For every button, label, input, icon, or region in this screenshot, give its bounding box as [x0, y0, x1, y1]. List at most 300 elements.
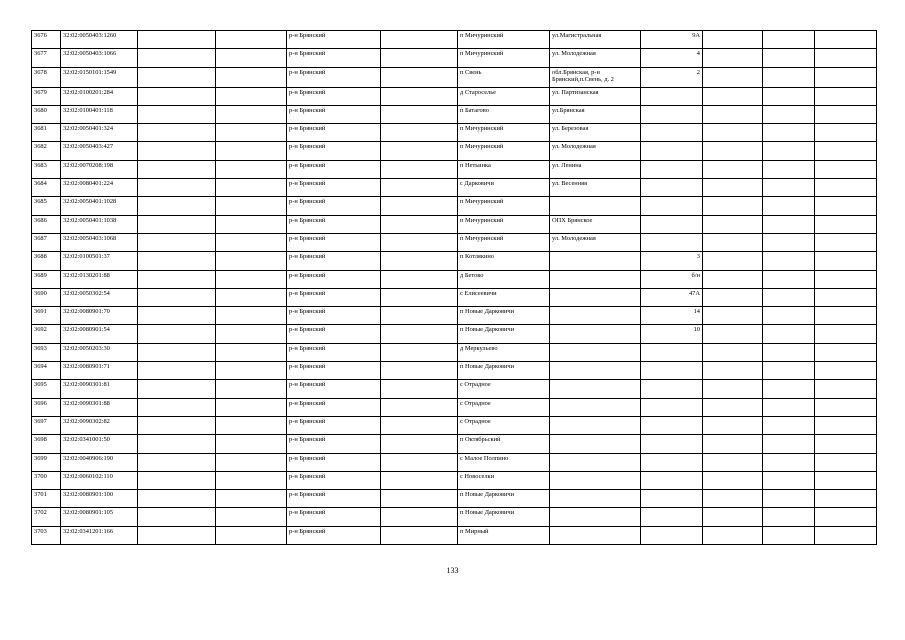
- cell-empty: [763, 124, 815, 142]
- cell-cadastral-number: 32:02:0050302:54: [61, 288, 138, 306]
- cell-empty: [703, 453, 763, 471]
- cell-house: б/н: [641, 270, 703, 288]
- cell-row-number: 3700: [32, 471, 61, 489]
- cell-house: [641, 87, 703, 105]
- cell-empty: [815, 67, 877, 87]
- cell-empty: [216, 307, 287, 325]
- cell-district: р-н Брянский: [287, 215, 381, 233]
- cell-cadastral-number: 32:02:0050403:1260: [61, 31, 138, 49]
- cell-empty: [763, 398, 815, 416]
- cell-empty: [815, 453, 877, 471]
- cell-district: р-н Брянский: [287, 233, 381, 251]
- cell-row-number: 3691: [32, 307, 61, 325]
- cell-empty: [763, 49, 815, 67]
- cell-house: [641, 490, 703, 508]
- cell-empty: [216, 398, 287, 416]
- cell-empty: [763, 526, 815, 544]
- table-row: [32, 307, 877, 325]
- cell-district: р-н Брянский: [287, 124, 381, 142]
- cell-row-number: 3684: [32, 179, 61, 197]
- table-row: [32, 435, 877, 453]
- cell-locality: п Мичуринский: [458, 215, 550, 233]
- cell-empty: [815, 87, 877, 105]
- cell-row-number: 3688: [32, 252, 61, 270]
- cell-district: р-н Брянский: [287, 325, 381, 343]
- table-row: [32, 197, 877, 215]
- cell-row-number: 3676: [32, 31, 61, 49]
- cell-empty: [815, 160, 877, 178]
- cell-empty: [815, 508, 877, 526]
- cell-empty: [138, 526, 216, 544]
- cell-district: р-н Брянский: [287, 343, 381, 361]
- cell-empty: [815, 142, 877, 160]
- cell-empty: [763, 142, 815, 160]
- cell-cadastral-number: 32:02:0080901:105: [61, 508, 138, 526]
- cell-empty: [216, 288, 287, 306]
- cell-cadastral-number: 32:02:0050403:1066: [61, 49, 138, 67]
- table-row: [32, 325, 877, 343]
- cell-empty: [815, 105, 877, 123]
- cell-house: [641, 435, 703, 453]
- cell-empty: [815, 124, 877, 142]
- cell-empty: [815, 288, 877, 306]
- cell-house: [641, 380, 703, 398]
- cell-cadastral-number: 32:02:0080901:70: [61, 307, 138, 325]
- cell-empty: [138, 233, 216, 251]
- cell-row-number: 3685: [32, 197, 61, 215]
- cell-empty: [138, 453, 216, 471]
- cell-empty: [216, 343, 287, 361]
- cell-empty: [763, 67, 815, 87]
- cell-empty: [138, 270, 216, 288]
- cell-empty: [216, 453, 287, 471]
- cell-empty: [815, 490, 877, 508]
- cell-empty: [763, 471, 815, 489]
- table-row: [32, 49, 877, 67]
- cell-empty: [216, 471, 287, 489]
- cell-empty: [763, 453, 815, 471]
- cell-empty: [138, 124, 216, 142]
- cell-cadastral-number: 32:02:0100501:37: [61, 252, 138, 270]
- cell-cadastral-number: 32:02:0050403:1068: [61, 233, 138, 251]
- cell-empty: [216, 508, 287, 526]
- table-row: [32, 526, 877, 544]
- cell-empty: [138, 105, 216, 123]
- cell-locality: п Новые Дарковичи: [458, 490, 550, 508]
- cell-district: р-н Брянский: [287, 416, 381, 434]
- cell-house: [641, 508, 703, 526]
- cell-empty: [763, 343, 815, 361]
- cell-locality: п Батагово: [458, 105, 550, 123]
- cell-empty: [138, 288, 216, 306]
- cell-empty: [216, 179, 287, 197]
- cell-empty: [381, 87, 458, 105]
- cell-district: р-н Брянский: [287, 179, 381, 197]
- cell-locality: п Мичуринский: [458, 124, 550, 142]
- cell-empty: [763, 435, 815, 453]
- cell-empty: [815, 380, 877, 398]
- cell-cadastral-number: 32:02:0050401:1038: [61, 215, 138, 233]
- cell-empty: [138, 325, 216, 343]
- cell-empty: [703, 49, 763, 67]
- cell-empty: [815, 197, 877, 215]
- cell-locality: с Дарковичи: [458, 179, 550, 197]
- table-row: [32, 252, 877, 270]
- cell-locality: д Меркульево: [458, 343, 550, 361]
- cell-empty: [381, 526, 458, 544]
- cell-empty: [216, 252, 287, 270]
- cell-empty: [763, 160, 815, 178]
- cell-locality: п Новые Дарковичи: [458, 325, 550, 343]
- cell-street: [550, 252, 641, 270]
- cell-empty: [216, 526, 287, 544]
- cell-empty: [815, 435, 877, 453]
- cell-empty: [138, 160, 216, 178]
- cell-empty: [381, 362, 458, 380]
- cell-house: [641, 526, 703, 544]
- cell-locality: п Новые Дарковичи: [458, 362, 550, 380]
- cell-empty: [138, 343, 216, 361]
- cell-empty: [381, 233, 458, 251]
- cell-empty: [216, 416, 287, 434]
- cell-empty: [815, 179, 877, 197]
- cell-district: р-н Брянский: [287, 398, 381, 416]
- cell-empty: [703, 435, 763, 453]
- cell-empty: [703, 105, 763, 123]
- cell-street: [550, 325, 641, 343]
- cell-row-number: 3696: [32, 398, 61, 416]
- cell-house: 47А: [641, 288, 703, 306]
- cell-cadastral-number: 32:02:0070208:198: [61, 160, 138, 178]
- cell-cadastral-number: 32:02:0040906:190: [61, 453, 138, 471]
- cell-empty: [381, 288, 458, 306]
- table-row: [32, 270, 877, 288]
- cell-locality: п Мирный: [458, 526, 550, 544]
- cell-empty: [815, 416, 877, 434]
- cell-district: р-н Брянский: [287, 142, 381, 160]
- cell-empty: [763, 380, 815, 398]
- cell-street: [550, 288, 641, 306]
- cell-house: 2: [641, 67, 703, 87]
- cell-district: р-н Брянский: [287, 526, 381, 544]
- cell-empty: [138, 215, 216, 233]
- cell-empty: [703, 270, 763, 288]
- cell-cadastral-number: 32:02:0050403:427: [61, 142, 138, 160]
- cell-cadastral-number: 32:02:0341201:166: [61, 526, 138, 544]
- cell-house: 10: [641, 325, 703, 343]
- cell-empty: [763, 307, 815, 325]
- cell-locality: п Мичуринский: [458, 49, 550, 67]
- cell-empty: [138, 490, 216, 508]
- cell-district: р-н Брянский: [287, 270, 381, 288]
- cell-empty: [703, 233, 763, 251]
- cell-house: [641, 471, 703, 489]
- cell-street: ул. Молодежная: [550, 49, 641, 67]
- property-register-table: [31, 30, 877, 545]
- cell-empty: [216, 270, 287, 288]
- cell-street: [550, 508, 641, 526]
- cell-cadastral-number: 32:02:0150101:1549: [61, 67, 138, 87]
- cell-empty: [216, 435, 287, 453]
- table-row: [32, 362, 877, 380]
- cell-row-number: 3692: [32, 325, 61, 343]
- cell-empty: [216, 105, 287, 123]
- cell-house: [641, 142, 703, 160]
- cell-house: [641, 197, 703, 215]
- cell-empty: [703, 490, 763, 508]
- cell-street: ул. Весенняя: [550, 179, 641, 197]
- cell-house: [641, 105, 703, 123]
- cell-empty: [703, 380, 763, 398]
- cell-empty: [815, 471, 877, 489]
- cell-district: р-н Брянский: [287, 471, 381, 489]
- cell-empty: [138, 142, 216, 160]
- cell-empty: [815, 343, 877, 361]
- table-row: [32, 105, 877, 123]
- table-body: [32, 31, 877, 545]
- cell-row-number: 3686: [32, 215, 61, 233]
- cell-locality: п Нетьинка: [458, 160, 550, 178]
- cell-empty: [381, 435, 458, 453]
- cell-empty: [703, 362, 763, 380]
- cell-street: обл.Брянская, р-н Брянский,п.Свень, д. 2: [550, 67, 641, 87]
- cell-house: [641, 215, 703, 233]
- cell-empty: [216, 490, 287, 508]
- cell-empty: [763, 197, 815, 215]
- cell-locality: п Свень: [458, 67, 550, 87]
- cell-locality: п Новые Дарковичи: [458, 508, 550, 526]
- cell-empty: [216, 233, 287, 251]
- cell-district: р-н Брянский: [287, 490, 381, 508]
- cell-row-number: 3699: [32, 453, 61, 471]
- cell-empty: [381, 398, 458, 416]
- cell-empty: [381, 49, 458, 67]
- cell-street: [550, 398, 641, 416]
- cell-row-number: 3695: [32, 380, 61, 398]
- cell-row-number: 3683: [32, 160, 61, 178]
- cell-empty: [138, 31, 216, 49]
- table-row: [32, 490, 877, 508]
- cell-empty: [815, 325, 877, 343]
- cell-empty: [381, 453, 458, 471]
- cell-row-number: 3690: [32, 288, 61, 306]
- cell-locality: с Отрадное: [458, 398, 550, 416]
- cell-empty: [216, 142, 287, 160]
- cell-empty: [216, 160, 287, 178]
- cell-empty: [381, 67, 458, 87]
- cell-empty: [381, 142, 458, 160]
- cell-row-number: 3678: [32, 67, 61, 87]
- cell-empty: [703, 508, 763, 526]
- cell-street: [550, 435, 641, 453]
- cell-district: р-н Брянский: [287, 435, 381, 453]
- cell-street: [550, 490, 641, 508]
- cell-district: р-н Брянский: [287, 49, 381, 67]
- cell-house: 4: [641, 49, 703, 67]
- table-row: [32, 160, 877, 178]
- cell-street: [550, 380, 641, 398]
- cell-district: р-н Брянский: [287, 87, 381, 105]
- cell-house: [641, 453, 703, 471]
- cell-empty: [216, 380, 287, 398]
- cell-locality: д Бетово: [458, 270, 550, 288]
- cell-locality: п Мичуринский: [458, 31, 550, 49]
- cell-empty: [138, 416, 216, 434]
- cell-house: [641, 233, 703, 251]
- cell-street: [550, 526, 641, 544]
- cell-empty: [381, 270, 458, 288]
- cell-district: р-н Брянский: [287, 160, 381, 178]
- cell-empty: [381, 307, 458, 325]
- cell-row-number: 3693: [32, 343, 61, 361]
- cell-house: [641, 160, 703, 178]
- cell-district: р-н Брянский: [287, 252, 381, 270]
- cell-street: ул.Брянская: [550, 105, 641, 123]
- cell-cadastral-number: 32:02:0090301:81: [61, 380, 138, 398]
- table-row: [32, 453, 877, 471]
- cell-row-number: 3701: [32, 490, 61, 508]
- cell-empty: [381, 508, 458, 526]
- cell-empty: [763, 325, 815, 343]
- cell-empty: [138, 471, 216, 489]
- table-row: [32, 343, 877, 361]
- cell-street: [550, 416, 641, 434]
- cell-empty: [815, 252, 877, 270]
- cell-empty: [815, 49, 877, 67]
- cell-empty: [703, 31, 763, 49]
- cell-locality: с Отрадное: [458, 416, 550, 434]
- cell-district: р-н Брянский: [287, 307, 381, 325]
- cell-district: р-н Брянский: [287, 197, 381, 215]
- cell-street: ул. Молодежная: [550, 233, 641, 251]
- cell-empty: [703, 160, 763, 178]
- cell-empty: [815, 233, 877, 251]
- cell-empty: [381, 380, 458, 398]
- cell-empty: [703, 179, 763, 197]
- cell-cadastral-number: 32:02:0100401:118: [61, 105, 138, 123]
- table-row: [32, 380, 877, 398]
- table-row: [32, 31, 877, 49]
- cell-empty: [138, 67, 216, 87]
- cell-empty: [138, 87, 216, 105]
- cell-empty: [138, 252, 216, 270]
- cell-empty: [763, 416, 815, 434]
- cell-empty: [763, 233, 815, 251]
- cell-empty: [381, 31, 458, 49]
- cell-row-number: 3677: [32, 49, 61, 67]
- cell-row-number: 3682: [32, 142, 61, 160]
- cell-street: [550, 270, 641, 288]
- page-number: 133: [446, 566, 459, 575]
- cell-locality: с Новоселки: [458, 471, 550, 489]
- cell-street: ул. Ленина: [550, 160, 641, 178]
- cell-row-number: 3679: [32, 87, 61, 105]
- cell-empty: [763, 362, 815, 380]
- cell-empty: [763, 288, 815, 306]
- cell-row-number: 3697: [32, 416, 61, 434]
- cell-district: р-н Брянский: [287, 362, 381, 380]
- cell-empty: [381, 325, 458, 343]
- cell-empty: [763, 87, 815, 105]
- cell-cadastral-number: 32:02:0090302:82: [61, 416, 138, 434]
- cell-locality: п Мичуринский: [458, 197, 550, 215]
- table-row: [32, 233, 877, 251]
- cell-empty: [703, 288, 763, 306]
- cell-cadastral-number: 32:02:0080901:100: [61, 490, 138, 508]
- cell-cadastral-number: 32:02:0050203:30: [61, 343, 138, 361]
- cell-row-number: 3689: [32, 270, 61, 288]
- cell-cadastral-number: 32:02:0050401:1028: [61, 197, 138, 215]
- cell-empty: [703, 215, 763, 233]
- cell-empty: [815, 270, 877, 288]
- cell-street: [550, 343, 641, 361]
- cell-cadastral-number: 32:02:0060102:110: [61, 471, 138, 489]
- cell-empty: [703, 343, 763, 361]
- cell-empty: [763, 490, 815, 508]
- cell-district: р-н Брянский: [287, 67, 381, 87]
- table-row: [32, 288, 877, 306]
- cell-empty: [138, 362, 216, 380]
- cell-empty: [703, 416, 763, 434]
- table-row: [32, 142, 877, 160]
- cell-street: ул. Партизанская: [550, 87, 641, 105]
- cell-house: 9А: [641, 31, 703, 49]
- table-row: [32, 67, 877, 87]
- cell-empty: [138, 380, 216, 398]
- cell-cadastral-number: 32:02:0341001:50: [61, 435, 138, 453]
- cell-empty: [703, 142, 763, 160]
- cell-locality: д Староселье: [458, 87, 550, 105]
- cell-street: ОПХ Брянское: [550, 215, 641, 233]
- table-row: [32, 179, 877, 197]
- cell-row-number: 3680: [32, 105, 61, 123]
- cell-empty: [138, 179, 216, 197]
- cell-house: [641, 124, 703, 142]
- cell-house: [641, 179, 703, 197]
- cell-cadastral-number: 32:02:0090301:88: [61, 398, 138, 416]
- cell-cadastral-number: 32:02:0130201:88: [61, 270, 138, 288]
- cell-empty: [216, 31, 287, 49]
- table-row: [32, 87, 877, 105]
- cell-cadastral-number: 32:02:0080901:71: [61, 362, 138, 380]
- table-row: [32, 471, 877, 489]
- cell-locality: п Котлякино: [458, 252, 550, 270]
- cell-empty: [381, 197, 458, 215]
- table-row: [32, 398, 877, 416]
- cell-empty: [216, 124, 287, 142]
- cell-locality: с Отрадное: [458, 380, 550, 398]
- cell-empty: [763, 31, 815, 49]
- cell-empty: [763, 215, 815, 233]
- table-row: [32, 416, 877, 434]
- cell-empty: [703, 325, 763, 343]
- cell-house: 14: [641, 307, 703, 325]
- cell-empty: [815, 526, 877, 544]
- cell-locality: п Мичуринский: [458, 142, 550, 160]
- cell-empty: [381, 471, 458, 489]
- cell-row-number: 3702: [32, 508, 61, 526]
- cell-empty: [381, 343, 458, 361]
- cell-empty: [703, 526, 763, 544]
- cell-district: р-н Брянский: [287, 31, 381, 49]
- cell-empty: [138, 398, 216, 416]
- cell-empty: [138, 307, 216, 325]
- cell-empty: [216, 67, 287, 87]
- cell-row-number: 3681: [32, 124, 61, 142]
- cell-district: р-н Брянский: [287, 508, 381, 526]
- cell-street: [550, 197, 641, 215]
- cell-empty: [703, 471, 763, 489]
